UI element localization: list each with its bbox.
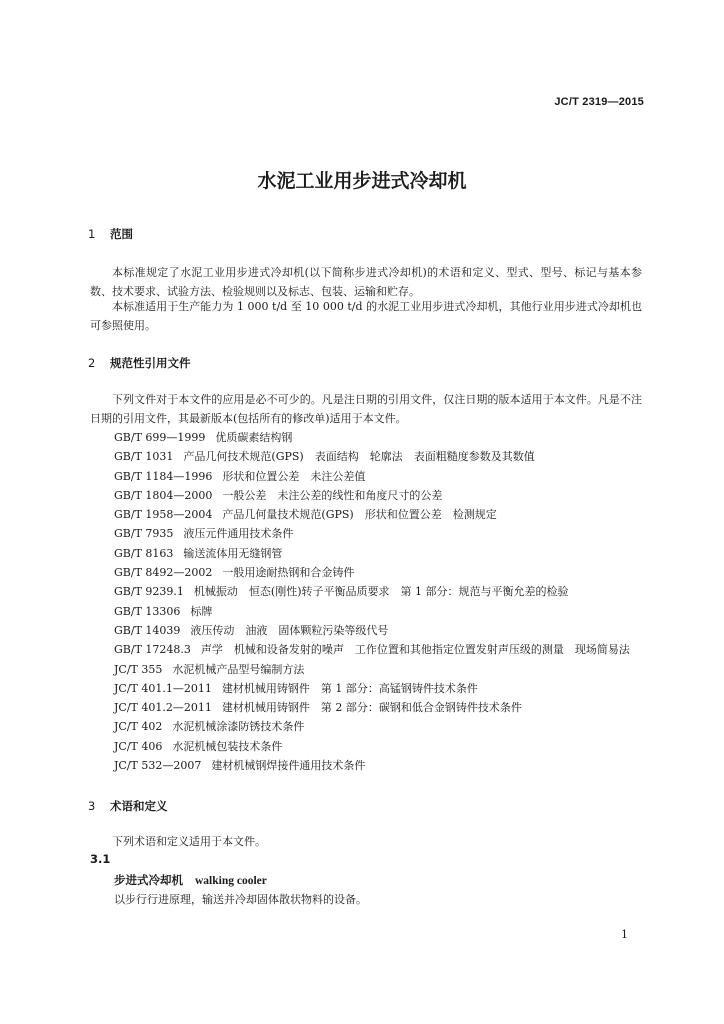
reference-title: 声学 机械和设备发射的噪声 工作位置和其他指定位置发射声压级的测量 现场简易法 — [200, 643, 630, 657]
term-english: walking cooler — [195, 875, 267, 887]
reference-code: GB/T 699—1999 — [114, 431, 206, 444]
reference-code: GB/T 17248.3 — [114, 643, 191, 657]
reference-code: JC/T 406 — [114, 739, 163, 753]
reference-title: 水泥机械涂漆防锈技术条件 — [172, 720, 305, 734]
reference-item — [90, 428, 642, 447]
reference-code: GB/T 14039 — [114, 623, 181, 637]
reference-title: 一般公差 未注公差的线性和角度尺寸的公差 — [222, 488, 443, 502]
reference-title: 水泥机械产品型号编制方法 — [172, 662, 305, 676]
reference-code: JC/T 532—2007 — [114, 759, 202, 773]
reference-item — [90, 505, 642, 524]
standard-code: JC/T 2319—2015 — [554, 96, 644, 108]
page-number: 1 — [621, 928, 628, 941]
reference-code: JC/T 401.1—2011 — [114, 681, 212, 695]
reference-item — [90, 447, 642, 466]
section-number: 3 — [88, 799, 96, 813]
reference-item — [90, 660, 642, 679]
reference-title: 形状和位置公差 未注公差值 — [222, 469, 366, 483]
reference-title: 液压传动 油液 固体颗粒污染等级代号 — [190, 623, 389, 637]
reference-title: 机械振动 恒态(刚性)转子平衡品质要求 第 1 部分：规范与平衡允差的检验 — [193, 585, 569, 599]
reference-item — [90, 640, 642, 659]
reference-title: 产品几何技术规范(GPS) 表面结构 轮廓法 表面粗糙度参数及其数值 — [183, 450, 535, 464]
reference-title: 标牌 — [190, 604, 213, 618]
reference-title: 建材机械钢焊接件通用技术条件 — [211, 759, 366, 773]
reference-title: 建材机械用铸钢件 第 2 部分：碳钢和低合金钢铸件技术条件 — [221, 701, 522, 715]
reference-code: GB/T 7935 — [114, 527, 174, 541]
reference-code: GB/T 9239.1 — [114, 585, 184, 599]
reference-code: GB/T 8492—2002 — [114, 566, 213, 580]
term-number: 3.1 — [90, 852, 111, 866]
reference-title: 产品几何量技术规范(GPS) 形状和位置公差 检测规定 — [222, 508, 497, 522]
reference-code: JC/T 402 — [114, 720, 163, 734]
section-title: 术语和定义 — [110, 799, 168, 813]
reference-code: GB/T 13306 — [114, 604, 181, 618]
reference-item — [90, 698, 642, 717]
reference-title: 一般用途耐热钢和合金铸件 — [222, 566, 355, 580]
section-1-heading — [88, 226, 133, 242]
reference-item — [90, 756, 642, 775]
reference-code: GB/T 1804—2000 — [114, 488, 213, 502]
section-number: 1 — [88, 227, 96, 241]
reference-item — [90, 679, 642, 698]
reference-code: GB/T 1958—2004 — [114, 508, 213, 522]
reference-item — [90, 544, 642, 563]
reference-code: GB/T 1184—1996 — [114, 469, 213, 483]
reference-title: 水泥机械包装技术条件 — [172, 739, 283, 753]
section-title: 范围 — [110, 227, 133, 241]
reference-code: JC/T 401.2—2011 — [114, 701, 212, 715]
section-2-heading — [88, 355, 191, 371]
references-intro: 下列文件对于本文件的应用是必不可少的。凡是注日期的引用文件，仅注日期的版本适用于本文件。凡是不注日期的引用文件，其最新版本(包括所有的修改单)适用于本文件。 — [90, 393, 642, 425]
section-title: 规范性引用文件 — [110, 356, 191, 370]
scope-paragraph-2: 本标准适用于生产能力为 1 000 t/d 至 10 000 t/d 的水泥工业用步进式冷却机，其他行业用步进式冷却机也可参照使用。 — [90, 300, 642, 332]
reference-title: 优质碳素结构钢 — [215, 431, 293, 444]
reference-item — [90, 602, 642, 621]
term-definition: 以步行行进原理，输送并冷却固体散状物料的设备。 — [114, 893, 367, 906]
reference-code: GB/T 8163 — [114, 546, 174, 560]
scope-paragraph-1: 本标准规定了水泥工业用步进式冷却机(以下简称步进式冷却机)的术语和定义、型式、型号、标记与基本参数、技术要求、试验方法、检验规则以及标志、包装、运输和贮存。 — [90, 266, 642, 298]
reference-item — [90, 467, 642, 486]
term-chinese: 步进式冷却机 — [114, 873, 183, 887]
reference-item — [90, 582, 642, 601]
reference-title: 建材机械用铸钢件 第 1 部分：高锰钢铸件技术条件 — [221, 681, 478, 695]
reference-item — [90, 737, 642, 756]
reference-code: GB/T 1031 — [114, 450, 174, 464]
reference-item — [90, 621, 642, 640]
document-title: 水泥工业用步进式冷却机 — [257, 170, 467, 192]
reference-title: 输送流体用无缝钢管 — [183, 546, 283, 560]
section-number: 2 — [88, 356, 96, 370]
reference-item — [90, 524, 642, 543]
reference-item — [90, 717, 642, 736]
section-3-heading — [88, 798, 168, 814]
reference-list — [90, 428, 642, 775]
reference-code: JC/T 355 — [114, 662, 163, 676]
reference-item — [90, 563, 642, 582]
reference-item — [90, 486, 642, 505]
term-name — [114, 872, 267, 888]
terms-intro: 下列术语和定义适用于本文件。 — [112, 835, 266, 848]
reference-title: 液压元件通用技术条件 — [183, 527, 294, 541]
